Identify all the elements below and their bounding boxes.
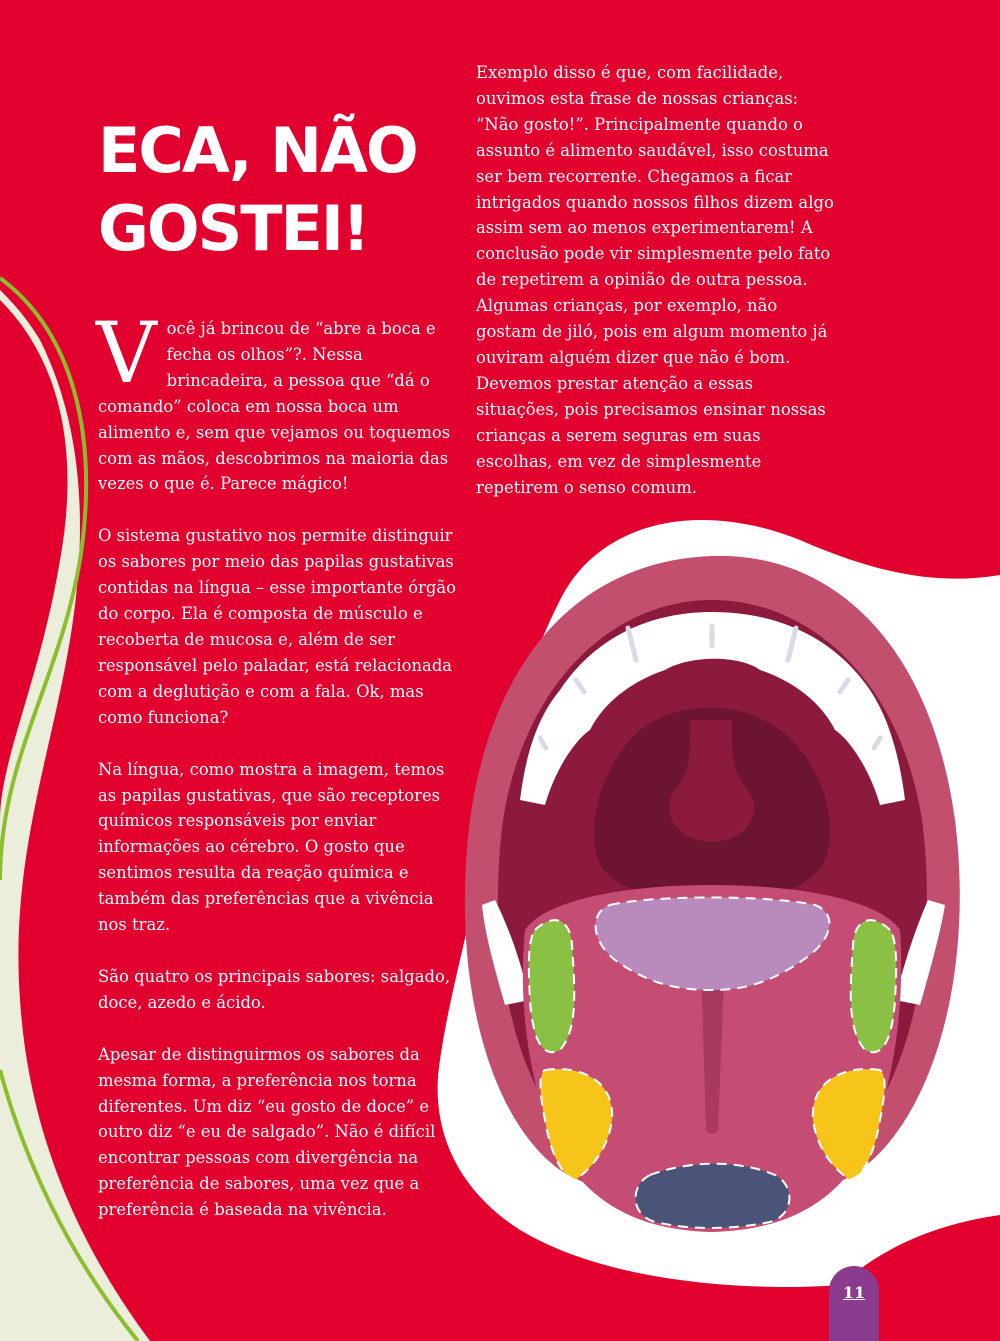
right-paragraph-1: Exemplo disso é que, com facilidade, ouvimos esta frase de nossas crianças: “Não gosto!”. Principalmente quando o assunto é alimento saudável, isso costuma ser bem recorrente. Chegamos a ficar intrigados quando nossos filhos dizem algo assim sem ao menos experimentarem! A conclusão pode vir simplesmente pelo fato de repetirem a opinião de outra pessoa. Algumas crianças, por exemplo, não gostam de jiló, pois em algum momento já ouviram alguém dizer que não é bom. Devemos prestar atenção a essas situações, pois precisamos ensinar nossas crianças a serem seguras em suas escolhas, em vez de simplesmente repetirem o senso comum. (476, 63, 834, 497)
page-title (98, 112, 478, 268)
right-column (476, 60, 836, 500)
paragraph-5: Apesar de distinguirmos os sabores da mesma forma, a preferência nos torna diferentes. Um diz “eu gosto de doce” e outro diz “e eu de salgado”. Não é difícil encontrar pessoas com divergência na preferência de sabores, uma vez que a preferência é baseada na vivência. (98, 1044, 436, 1220)
drop-cap: V (96, 304, 157, 402)
intro-paragraph (96, 304, 458, 497)
page-number-badge (829, 1266, 879, 1341)
taste-zone-green-right (851, 920, 896, 1052)
left-column (96, 304, 458, 1249)
title-line-2: GOSTEI! (98, 192, 369, 265)
taste-zone-green-left (529, 920, 574, 1052)
title-line-1: ECA, NÃO (98, 114, 417, 187)
paragraph-2: O sistema gustativo nos permite distinguir os sabores por meio das papilas gustativas contidas na língua – esse importante órgão do corpo. Ela é composta de músculo e recoberta de mucosa e, além de ser responsável pelo paladar, está relacionada com a deglutição e com a fala. Ok, mas como funciona? (98, 526, 456, 727)
taste-zone-navy (636, 1164, 790, 1228)
paragraph-3: Na língua, como mostra a imagem, temos as papilas gustativas, que são receptores químicos responsáveis por enviar informações ao cérebro. O gosto que sentimos resulta da reação química e também das preferências que a vivência nos traz. (98, 759, 445, 935)
paragraph-1-text: ocê já brincou de “abre a boca e fecha os olhos”?. Nessa brincadeira, a pessoa que “dá o comando” coloca em nossa boca um alimento e, sem que vejamos ou toquemos com as mãos, descobrimos na maioria das vezes o que é. Parece mágico! (98, 319, 451, 494)
page-number: 11 (842, 1283, 866, 1302)
paragraph-4: São quatro os principais sabores: salgado, doce, azedo e ácido. (98, 966, 451, 1012)
